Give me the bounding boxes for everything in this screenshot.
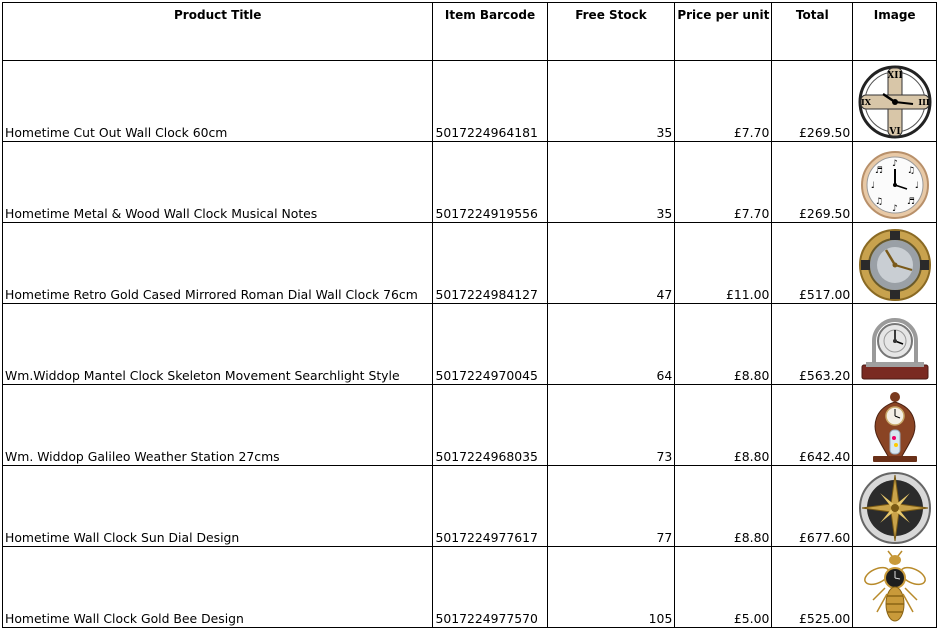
svg-text:♩: ♩ bbox=[914, 181, 919, 191]
cell-price-per-unit[interactable]: £7.70 bbox=[675, 61, 772, 142]
cell-total[interactable]: £517.00 bbox=[772, 223, 853, 304]
table-row bbox=[3, 61, 937, 142]
column-header-price-per-unit[interactable]: Price per unit bbox=[675, 3, 772, 61]
sun-dial-clock-icon bbox=[858, 471, 932, 545]
cell-image[interactable] bbox=[853, 223, 937, 304]
cell-free-stock[interactable]: 35 bbox=[547, 61, 675, 142]
cell-product-title[interactable]: Hometime Retro Gold Cased Mirrored Roman Dial Wall Clock 76cm bbox=[3, 223, 433, 304]
svg-text:♬: ♬ bbox=[874, 166, 883, 176]
musical-notes-clock-icon bbox=[859, 149, 931, 221]
svg-text:♫: ♫ bbox=[874, 197, 883, 207]
cell-price-per-unit[interactable]: £8.80 bbox=[675, 466, 772, 547]
cell-image[interactable] bbox=[853, 142, 937, 223]
cell-price-per-unit[interactable]: £7.70 bbox=[675, 142, 772, 223]
svg-text:♪: ♪ bbox=[891, 204, 898, 214]
mantel-clock-icon bbox=[858, 313, 932, 383]
cell-product-title[interactable]: Wm. Widdop Galileo Weather Station 27cms bbox=[3, 385, 433, 466]
table-row bbox=[3, 304, 937, 385]
cell-item-barcode[interactable]: 5017224964181 bbox=[433, 61, 547, 142]
cell-free-stock[interactable]: 105 bbox=[547, 547, 675, 628]
table-row bbox=[3, 466, 937, 547]
cell-product-title[interactable]: Hometime Wall Clock Gold Bee Design bbox=[3, 547, 433, 628]
column-header-image[interactable]: Image bbox=[853, 3, 937, 61]
svg-text:♫: ♫ bbox=[906, 166, 915, 176]
cell-free-stock[interactable]: 73 bbox=[547, 385, 675, 466]
cut-out-wall-clock-icon bbox=[857, 64, 933, 140]
cell-total[interactable]: £563.20 bbox=[772, 304, 853, 385]
cell-image[interactable] bbox=[853, 385, 937, 466]
svg-text:♬: ♬ bbox=[906, 197, 915, 207]
column-header-product-title[interactable]: Product Title bbox=[3, 3, 433, 61]
cell-item-barcode[interactable]: 5017224977570 bbox=[433, 547, 547, 628]
cell-image[interactable] bbox=[853, 547, 937, 628]
table-row bbox=[3, 142, 937, 223]
cell-product-title[interactable]: Wm.Widdop Mantel Clock Skeleton Movement Searchlight Style bbox=[3, 304, 433, 385]
cell-image[interactable] bbox=[853, 466, 937, 547]
cell-free-stock[interactable]: 77 bbox=[547, 466, 675, 547]
cell-total[interactable]: £525.00 bbox=[772, 547, 853, 628]
cell-item-barcode[interactable]: 5017224968035 bbox=[433, 385, 547, 466]
weather-station-icon bbox=[865, 390, 925, 464]
table-row bbox=[3, 547, 937, 628]
cell-image[interactable] bbox=[853, 304, 937, 385]
cell-free-stock[interactable]: 35 bbox=[547, 142, 675, 223]
cell-free-stock[interactable]: 47 bbox=[547, 223, 675, 304]
svg-text:♩: ♩ bbox=[870, 181, 875, 191]
cell-free-stock[interactable]: 64 bbox=[547, 304, 675, 385]
column-header-free-stock[interactable]: Free Stock bbox=[547, 3, 675, 61]
cell-product-title[interactable]: Hometime Cut Out Wall Clock 60cm bbox=[3, 61, 433, 142]
cell-price-per-unit[interactable]: £8.80 bbox=[675, 304, 772, 385]
cell-total[interactable]: £677.60 bbox=[772, 466, 853, 547]
product-table bbox=[2, 2, 937, 628]
cell-price-per-unit[interactable]: £11.00 bbox=[675, 223, 772, 304]
header-row bbox=[3, 3, 937, 61]
gold-bee-clock-icon bbox=[863, 550, 927, 626]
svg-text:XII: XII bbox=[886, 71, 903, 81]
cell-product-title[interactable]: Hometime Wall Clock Sun Dial Design bbox=[3, 466, 433, 547]
cell-image[interactable] bbox=[853, 61, 937, 142]
cell-item-barcode[interactable]: 5017224984127 bbox=[433, 223, 547, 304]
svg-text:IX: IX bbox=[860, 97, 871, 107]
cell-item-barcode[interactable]: 5017224977617 bbox=[433, 466, 547, 547]
cell-item-barcode[interactable]: 5017224919556 bbox=[433, 142, 547, 223]
svg-text:♪: ♪ bbox=[891, 159, 898, 169]
svg-text:III: III bbox=[918, 97, 930, 107]
cell-product-title[interactable]: Hometime Metal & Wood Wall Clock Musical Notes bbox=[3, 142, 433, 223]
cell-total[interactable]: £642.40 bbox=[772, 385, 853, 466]
cell-price-per-unit[interactable]: £8.80 bbox=[675, 385, 772, 466]
svg-text:VI: VI bbox=[889, 127, 901, 137]
gold-mirrored-clock-icon bbox=[858, 228, 932, 302]
cell-item-barcode[interactable]: 5017224970045 bbox=[433, 304, 547, 385]
cell-price-per-unit[interactable]: £5.00 bbox=[675, 547, 772, 628]
column-header-total[interactable]: Total bbox=[772, 3, 853, 61]
cell-total[interactable]: £269.50 bbox=[772, 142, 853, 223]
column-header-item-barcode[interactable]: Item Barcode bbox=[433, 3, 547, 61]
table-row bbox=[3, 385, 937, 466]
table-row bbox=[3, 223, 937, 304]
cell-total[interactable]: £269.50 bbox=[772, 61, 853, 142]
